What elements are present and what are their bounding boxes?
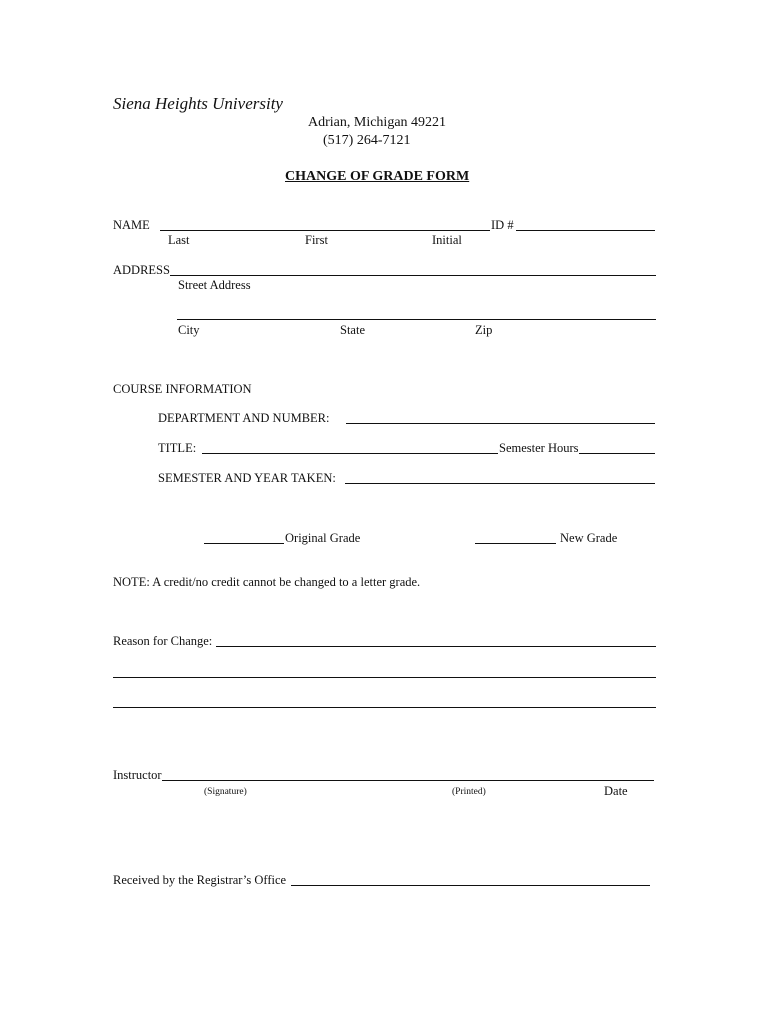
- instructor-label: Instructor: [113, 768, 162, 782]
- reason-field-line-3[interactable]: [113, 707, 656, 708]
- id-field[interactable]: [516, 230, 655, 231]
- id-label: ID #: [491, 218, 514, 232]
- name-caption-first: First: [305, 233, 328, 247]
- name-caption-initial: Initial: [432, 233, 462, 247]
- course-title-field[interactable]: [202, 453, 498, 454]
- original-grade-label: Original Grade: [285, 531, 361, 545]
- street-address-caption: Street Address: [178, 278, 251, 292]
- credit-note: NOTE: A credit/no credit cannot be changed to a letter grade.: [113, 575, 421, 589]
- reason-label: Reason for Change:: [113, 634, 213, 648]
- university-phone: (517) 264-7121: [323, 133, 411, 148]
- reason-field-line-1[interactable]: [216, 646, 656, 647]
- semester-year-label: SEMESTER AND YEAR TAKEN:: [158, 471, 336, 485]
- new-grade-field[interactable]: [475, 543, 556, 544]
- course-title-label: TITLE:: [158, 441, 197, 455]
- course-info-heading: COURSE INFORMATION: [113, 382, 252, 396]
- university-address: Adrian, Michigan 49221: [308, 115, 447, 130]
- reason-field-line-2[interactable]: [113, 677, 656, 678]
- form-title: CHANGE OF GRADE FORM: [285, 169, 470, 184]
- registrar-label: Received by the Registrar’s Office: [113, 873, 287, 887]
- original-grade-field[interactable]: [204, 543, 284, 544]
- signature-caption: (Signature): [204, 787, 247, 797]
- semester-year-field[interactable]: [345, 483, 655, 484]
- city-caption: City: [178, 323, 200, 337]
- date-caption: Date: [604, 784, 628, 798]
- name-label: NAME: [113, 218, 150, 232]
- semester-hours-label: Semester Hours: [499, 441, 579, 455]
- address-label: ADDRESS: [113, 263, 170, 277]
- dept-number-label: DEPARTMENT AND NUMBER:: [158, 411, 330, 425]
- street-address-field[interactable]: [170, 275, 656, 276]
- name-caption-last: Last: [168, 233, 190, 247]
- city-state-zip-field[interactable]: [177, 319, 656, 320]
- name-field[interactable]: [160, 230, 490, 231]
- instructor-field[interactable]: [162, 780, 654, 781]
- university-name: Siena Heights University: [113, 94, 283, 113]
- registrar-field[interactable]: [291, 885, 650, 886]
- printed-caption: (Printed): [452, 787, 486, 797]
- state-caption: State: [340, 323, 365, 337]
- dept-number-field[interactable]: [346, 423, 655, 424]
- zip-caption: Zip: [475, 323, 493, 337]
- semester-hours-field[interactable]: [579, 453, 655, 454]
- new-grade-label: New Grade: [560, 531, 618, 545]
